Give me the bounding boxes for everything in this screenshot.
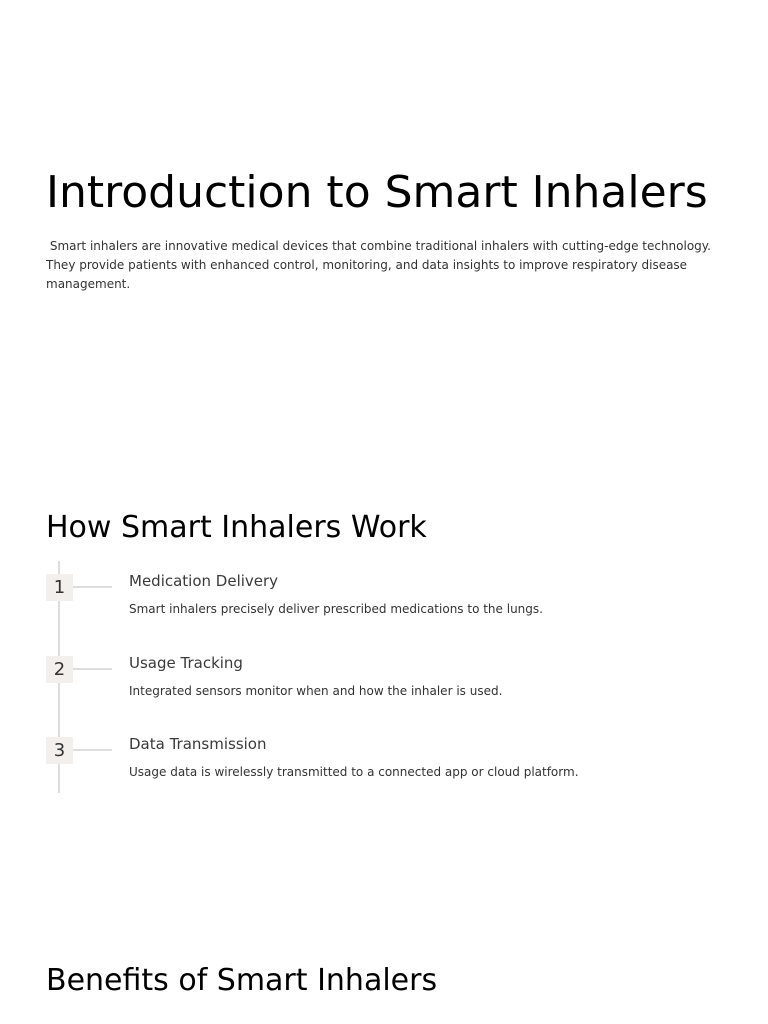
how-it-works-title: How Smart Inhalers Work: [46, 510, 427, 545]
step-connector: [73, 668, 112, 670]
step-number-badge: 3: [46, 737, 73, 764]
intro-title: Introduction to Smart Inhalers: [46, 167, 708, 218]
step-description: Integrated sensors monitor when and how the inhaler is used.: [129, 684, 503, 698]
step-item-usage-tracking: [46, 656, 726, 716]
step-description: Usage data is wirelessly transmitted to a connected app or cloud platform.: [129, 765, 579, 779]
step-description: Smart inhalers precisely deliver prescribed medications to the lungs.: [129, 602, 543, 616]
step-number-badge: 2: [46, 656, 73, 683]
step-number-badge: 1: [46, 574, 73, 601]
step-title: Usage Tracking: [129, 654, 243, 672]
step-item-medication-delivery: [46, 574, 726, 634]
step-connector: [73, 749, 112, 751]
benefits-title: Benefits of Smart Inhalers: [46, 963, 438, 998]
step-title: Data Transmission: [129, 735, 267, 753]
step-title: Medication Delivery: [129, 572, 279, 590]
intro-paragraph: Smart inhalers are innovative medical devices that combine traditional inhalers with cutting-edge technology. They provide patients with enhanced control, monitoring, and data insights to improve respiratory disease management.: [46, 239, 715, 291]
step-connector: [73, 586, 112, 588]
step-item-data-transmission: [46, 737, 726, 797]
